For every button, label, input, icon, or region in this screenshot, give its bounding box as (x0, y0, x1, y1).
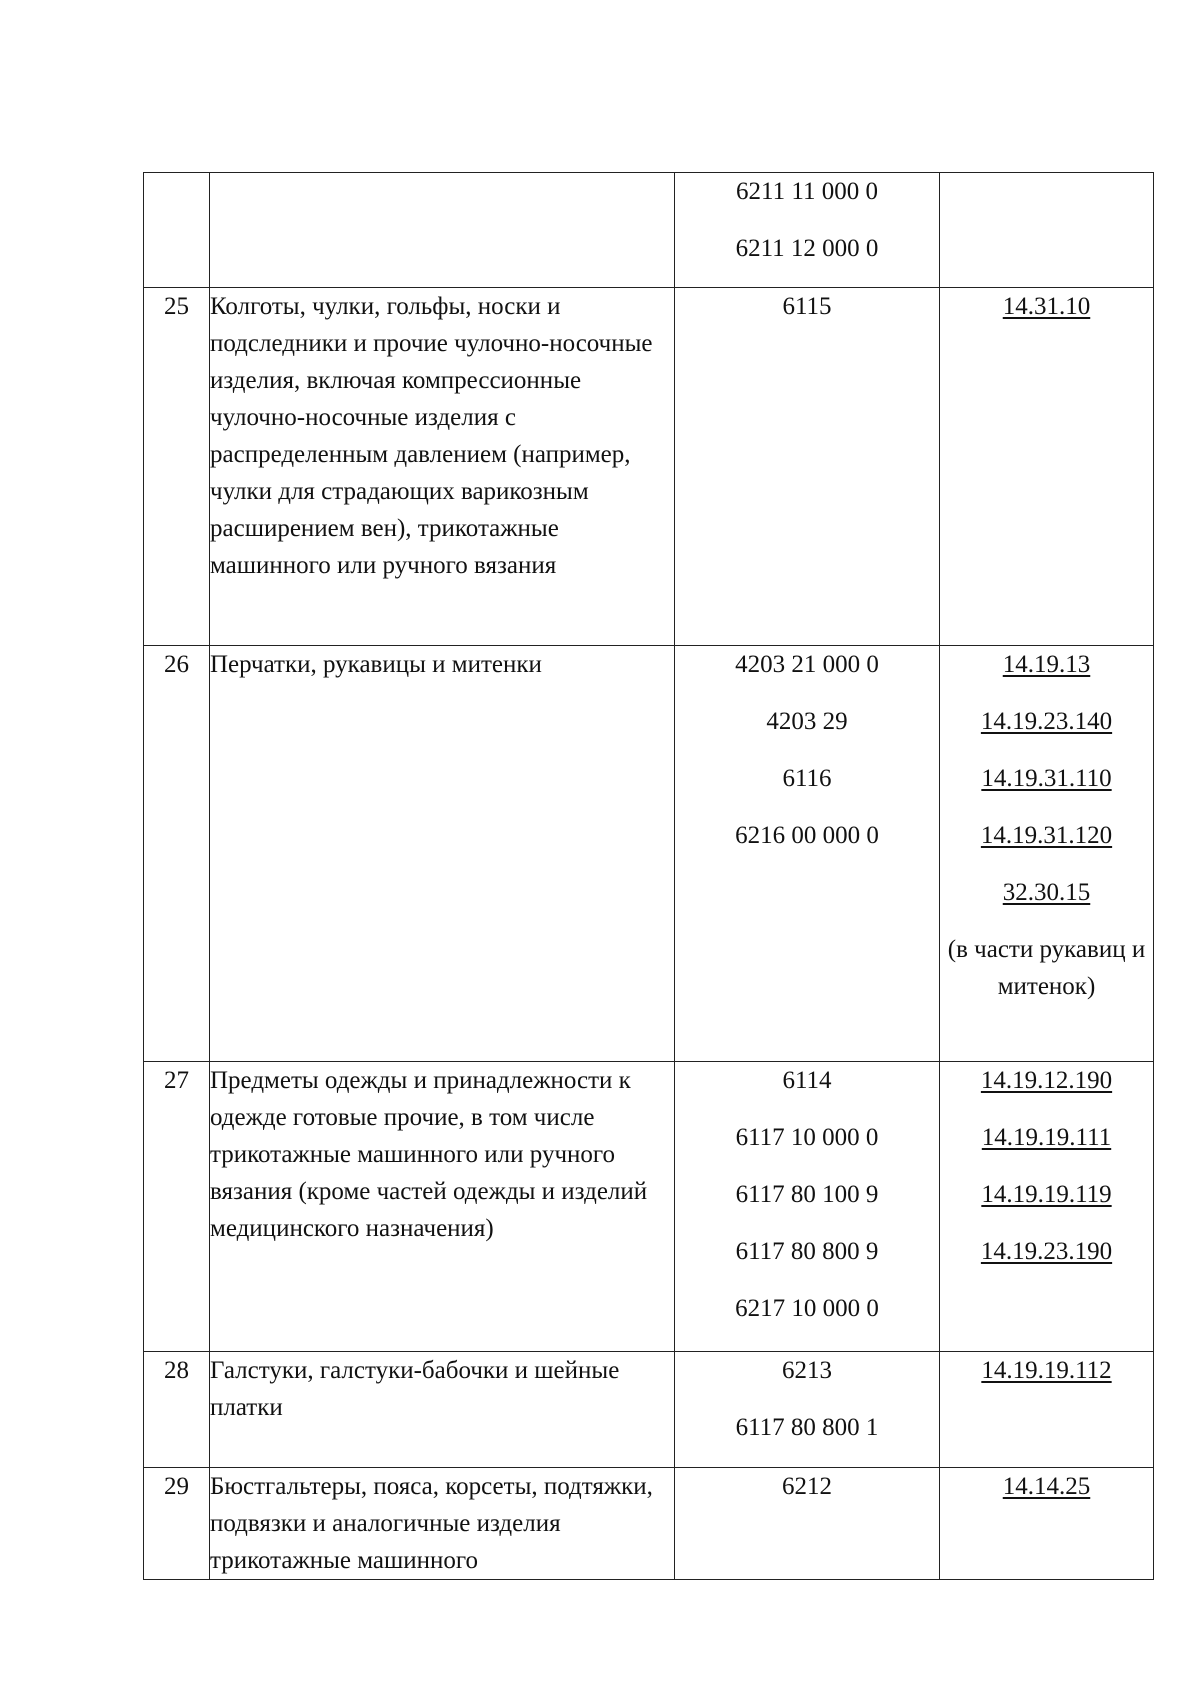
table-row (144, 1468, 1154, 1580)
tnved-code: 4203 29 (766, 708, 848, 735)
tnved-code: 6114 (782, 1067, 832, 1094)
tnved-code: 6213 (782, 1357, 832, 1384)
okpd-code-link[interactable]: 14.19.19.111 (981, 1124, 1112, 1151)
tnved-codes (675, 173, 940, 288)
tnved-code: 6217 10 000 0 (735, 1295, 879, 1322)
okpd-codes (940, 288, 1154, 646)
tnved-codes (675, 288, 940, 646)
table-row (144, 1352, 1154, 1468)
okpd-code-link[interactable]: 14.19.19.119 (981, 1181, 1112, 1208)
okpd-code-link[interactable]: 14.19.19.112 (981, 1357, 1112, 1384)
okpd-code-link[interactable]: 14.19.12.190 (980, 1067, 1113, 1094)
tnved-code: 6117 80 800 1 (735, 1414, 879, 1441)
okpd-code-link[interactable]: 14.19.23.140 (980, 708, 1113, 735)
tnved-codes (675, 646, 940, 1062)
okpd-codes (940, 646, 1154, 1062)
product-name: Бюстгальтеры, пояса, корсеты, подтяжки, подвязки и аналогичные изделия трикотажные машинного (210, 1468, 675, 1580)
tnved-code: 6117 10 000 0 (735, 1124, 879, 1151)
product-name: Перчатки, рукавицы и митенки (210, 646, 675, 1062)
product-name: Предметы одежды и принадлежности к одежде готовые прочие, в том числе трикотажные машинного или ручного вязания (кроме частей одежды и изделий медицинского назначения) (210, 1062, 675, 1352)
okpd-code-link[interactable]: 32.30.15 (1002, 879, 1091, 906)
product-name: Колготы, чулки, гольфы, носки и подследники и прочие чулочно-носочные изделия, включая компрессионные чулочно-носочные изделия с распределенным давлением (например, чулки для страдающих варикозным расширением вен), трикотажные машинного или ручного вязания (210, 288, 675, 646)
tnved-codes (675, 1352, 940, 1468)
tnved-code: 6211 12 000 0 (735, 235, 879, 262)
row-number: 26 (144, 646, 210, 1062)
okpd-codes (940, 1468, 1154, 1580)
tnved-code: 4203 21 000 0 (735, 651, 879, 678)
tnved-code: 6115 (782, 293, 832, 320)
tnved-code: 6216 00 000 0 (735, 822, 879, 849)
product-name (210, 173, 675, 288)
okpd-code-link[interactable]: 14.19.13 (1002, 651, 1091, 678)
tnved-code: 6116 (782, 765, 832, 792)
table-row (144, 173, 1154, 288)
okpd-code-link[interactable]: 14.19.31.120 (980, 822, 1113, 849)
okpd-codes (940, 1062, 1154, 1352)
product-codes-table (143, 172, 1154, 1580)
table-row (144, 288, 1154, 646)
product-name: Галстуки, галстуки-бабочки и шейные платки (210, 1352, 675, 1468)
tnved-code: 6211 11 000 0 (736, 178, 878, 205)
okpd-code-link[interactable]: 14.14.25 (1002, 1473, 1091, 1500)
tnved-codes (675, 1468, 940, 1580)
row-number: 25 (144, 288, 210, 646)
tnved-code: 6212 (782, 1473, 832, 1500)
row-number: 27 (144, 1062, 210, 1352)
row-number: 29 (144, 1468, 210, 1580)
table-row (144, 1062, 1154, 1352)
okpd-codes (940, 1352, 1154, 1468)
okpd-code-link[interactable]: 14.31.10 (1002, 293, 1091, 320)
okpd-code-link[interactable]: 14.19.23.190 (980, 1238, 1113, 1265)
table-row (144, 646, 1154, 1062)
tnved-code: 6117 80 100 9 (735, 1181, 879, 1208)
tnved-code: 6117 80 800 9 (735, 1238, 879, 1265)
row-number: 28 (144, 1352, 210, 1468)
okpd-codes (940, 173, 1154, 288)
okpd-note: (в части рукавиц и митенок) (947, 936, 1146, 1000)
row-number (144, 173, 210, 288)
okpd-code-link[interactable]: 14.19.31.110 (981, 765, 1112, 792)
tnved-codes (675, 1062, 940, 1352)
